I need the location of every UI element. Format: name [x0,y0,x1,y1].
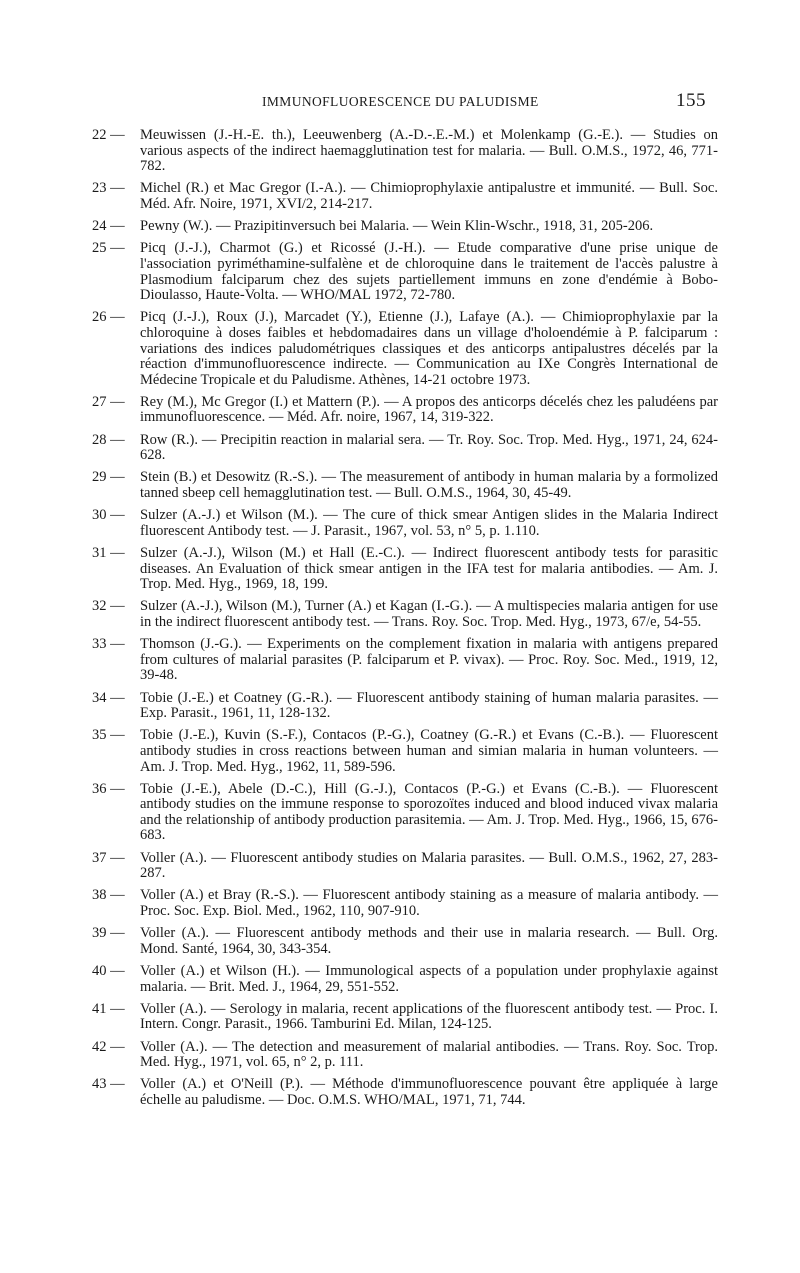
reference-number: 23 — [92,180,125,197]
reference-text: Thomson (J.-G.). — Experiments on the complement fixation in malaria with antigens prepared from cultures of malarial parasites (P. falciparum et P. vivax). — Proc. Roy. Soc. Med., 1919, 12, 39-48. [140,636,718,684]
running-title: IMMUNOFLUORESCENCE DU PALUDISME [262,94,539,109]
reference-item [0,851,800,882]
reference-text: Tobie (J.-E.), Kuvin (S.-F.), Contacos (P.-G.), Coatney (G.-R.) et Evans (C.-B.). — Fluorescent antibody studies in cross reactions between human and simian malaria in human volunteers. — Am. J. Trop. Med. Hyg., 1962, 11, 589-596. [140,727,718,775]
reference-item [0,637,800,684]
reference-item [0,508,800,539]
reference-list [0,128,800,1115]
reference-text: Voller (A.) et Bray (R.-S.). — Fluorescent antibody staining as a measure of malaria antibody. — Proc. Soc. Exp. Biol. Med., 1962, 110, 907-910. [140,887,718,920]
reference-number: 27 — [92,393,125,410]
reference-item [0,241,800,303]
reference-number: 35 — [92,727,125,744]
reference-item [0,470,800,501]
reference-number: 32 — [92,598,125,615]
reference-item [0,546,800,593]
reference-item [0,926,800,957]
reference-item [0,310,800,388]
reference-item [0,691,800,722]
reference-number: 25 — [92,240,125,257]
reference-number: 39 — [92,925,125,942]
reference-item [0,1077,800,1108]
reference-number: 34 — [92,689,125,706]
reference-item [0,395,800,426]
reference-number: 28 — [92,431,125,448]
reference-text: Voller (A.). — The detection and measurement of malarial antibodies. — Trans. Roy. Soc. Trop. Med. Hyg., 1971, vol. 65, n° 2, p. 111. [140,1038,718,1071]
reference-number: 40 — [92,963,125,979]
reference-text: Stein (B.) et Desowitz (R.-S.). — The measurement of antibody in human malaria by a formolized tanned sbeep cell hemagglutination test. — Bull. O.M.S., 1964, 30, 45-49. [140,469,718,502]
reference-item [0,181,800,212]
reference-text: Voller (A.). — Fluorescent antibody methods and their use in malaria research. — Bull. Org. Mond. Santé, 1964, 30, 343-354. [140,925,718,957]
reference-item [0,599,800,630]
reference-item [0,433,800,464]
reference-text: Tobie (J.-E.) et Coatney (G.-R.). — Fluorescent antibody staining of human malaria parasites. — Exp. Parasit., 1961, 11, 128-132. [140,689,718,722]
reference-number: 41 — [92,1000,125,1017]
reference-text: Picq (J.-J.), Roux (J.), Marcadet (Y.), Etienne (J.), Lafaye (A.). — Chimioprophylaxie par la chloroquine à doses faibles et hebdomadaires dans un village d'holoendémie à P. falciparum : variations des indices paludométriques classiques et des anticorps antipalustres décelés par la réaction d'immunofluorescence indirecte. — Communication au IXe Congrès International de Médecine Tropicale et du Paludisme. Athènes, 14-21 octobre 1973. [140,309,718,388]
reference-item [0,219,800,235]
reference-item [0,964,800,995]
reference-item [0,728,800,775]
reference-item [0,1002,800,1033]
reference-text: Sulzer (A.-J.), Wilson (M.) et Hall (E.-C.). — Indirect fluorescent antibody tests for parasitic diseases. An Evaluation of thick smear antigen in the IFA test for malaria antibodies. — Am. J. Trop. Med. Hyg., 1969, 18, 199. [140,545,718,593]
reference-text: Sulzer (A.-J.), Wilson (M.), Turner (A.) et Kagan (I.-G.). — A multispecies malaria antigen for use in the indirect fluorescent antibody test. — Trans. Roy. Soc. Trop. Med. Hyg., 1973, 67/e, 54-55. [140,598,718,630]
reference-item [0,1040,800,1071]
reference-number: 33 — [92,636,125,653]
reference-text: Pewny (W.). — Prazipitinversuch bei Malaria. — Wein Klin-Wschr., 1918, 31, 205-206. [140,218,654,235]
reference-number: 29 — [92,469,125,486]
reference-number: 36 — [92,780,125,797]
reference-number: 42 — [92,1038,125,1055]
reference-text: Voller (A.). — Fluorescent antibody studies on Malaria parasites. — Bull. O.M.S., 1962, 27, 283-287. [140,849,718,882]
reference-number: 22 — [92,127,125,143]
reference-text: Meuwissen (J.-H.-E. th.), Leeuwenberg (A.-D.-.E.-M.) et Molenkamp (G.-E.). — Studies on various aspects of the indirect haemagglutination test for malaria. — Bull. O.M.S., 1972, 46, 771-782. [140,127,718,175]
reference-text: Sulzer (A.-J.) et Wilson (M.). — The cure of thick smear Antigen slides in the Malaria Indirect fluorescent Antibody test. — J. Parasit., 1967, vol. 53, n° 5, p. 1.110. [140,507,718,539]
reference-text: Michel (R.) et Mac Gregor (I.-A.). — Chimioprophylaxie antipalustre et immunité. — Bull. Soc. Méd. Afr. Noire, 1971, XVI/2, 214-217. [140,180,718,212]
reference-item [0,128,800,175]
reference-text: Tobie (J.-E.), Abele (D.-C.), Hill (G.-J.), Contacos (P.-G.) et Evans (C.-B.). — Fluorescent antibody studies on the immune response to sporozoïtes induced and blood induced vivax malaria and the relationship of antibody production parasitemia. — Am. J. Trop. Med. Hyg., 1966, 15, 676-683. [140,780,718,844]
reference-text: Rey (M.), Mc Gregor (I.) et Mattern (P.). — A propos des anticorps décelés chez les paludéens par immunofluorescence. — Méd. Afr. noire, 1967, 14, 319-322. [140,393,718,426]
reference-number: 31 — [92,545,125,561]
reference-text: Row (R.). — Precipitin reaction in malarial sera. — Tr. Roy. Soc. Trop. Med. Hyg., 1971, 24, 624-628. [140,431,718,464]
reference-number: 37 — [92,849,125,866]
page-number: 155 [676,90,706,111]
reference-number: 26 — [92,309,125,326]
reference-item [0,888,800,919]
reference-number: 30 — [92,507,125,524]
reference-text: Voller (A.) et O'Neill (P.). — Méthode d'immunofluorescence pouvant être appliquée à large échelle au paludisme. — Doc. O.M.S. WHO/MAL, 1971, 71, 744. [140,1076,718,1108]
reference-number: 24 — [92,218,125,235]
reference-item [0,782,800,844]
reference-number: 38 — [92,887,125,904]
reference-number: 43 — [92,1076,125,1093]
page-header [0,92,800,114]
reference-text: Voller (A.) et Wilson (H.). — Immunological aspects of a population under prophylaxie against malaria. — Brit. Med. J., 1964, 29, 551-552. [140,963,718,995]
reference-text: Voller (A.). — Serology in malaria, recent applications of the fluorescent antibody test. — Proc. I. Intern. Congr. Parasit., 1966. Tamburini Ed. Milan, 124-125. [140,1000,718,1033]
reference-text: Picq (J.-J.), Charmot (G.) et Ricossé (J.-H.). — Etude comparative d'une prise unique de l'association pyriméthamine-sulfalène et de chloroquine dans le traitement de l'accès palustre à Plasmodium falciparum chez des sujets partiellement immuns en zone d'endémie à Bobo-Dioulasso, Haute-Volta. — WHO/MAL 1972, 72-780. [140,240,718,304]
